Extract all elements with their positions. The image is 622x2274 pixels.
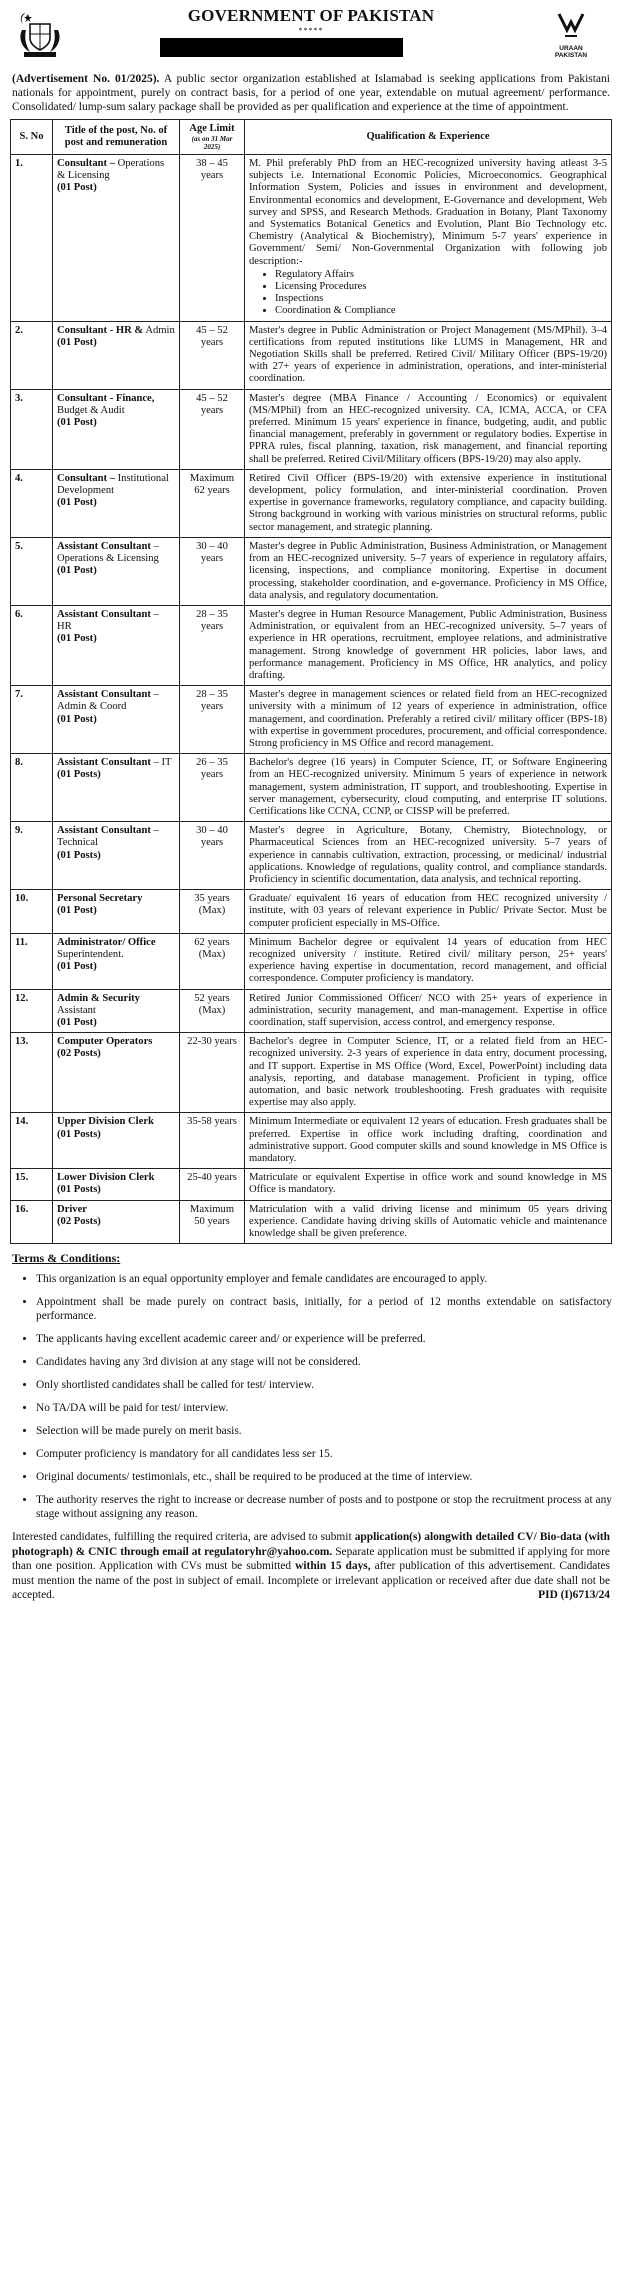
qualification-text: M. Phil preferably PhD from an HEC-recognized university having atleast 3-5 subjects i.e. International Economic Policies, Microeconomics. Geographical Information System, Policies and issues in environment and development, Environmental economics and development, E-Governance and development, Web survey and SPSS, and Research Methods. Graduation in Botany, Plant Taxonomy and Systematics Botanical Genetics and Evolution, Plant Bio Technology etc. Chemistry (Analytical & Biochemistry), Minimum 5-7 years' experience in Government/ Semi/ Non-Governmental Organization with following job description:- <box>249 158 607 267</box>
serial-number: 10. <box>11 890 53 934</box>
serial-number: 5. <box>11 537 53 605</box>
list-item: • Computer proficiency is mandatory for all candidates less ser 15. <box>36 1447 612 1461</box>
list-item: • Licensing Procedures <box>275 281 607 293</box>
pid-number: PID (I)6713/24 <box>538 1589 610 1602</box>
post-cell <box>53 321 180 389</box>
instructions-part-5: after publication of this advertisement. Candidates must mention the name of the post in subject of email. Incomplete or irrelevant application or received after due date shall not be accepted. <box>12 1560 610 1602</box>
intro-paragraph <box>12 72 610 114</box>
logo-text-line2: PAKISTAN <box>554 52 588 59</box>
age-limit: 22-30 years <box>180 1033 245 1113</box>
post-count: (01 Post) <box>57 633 97 645</box>
post-title: Assistant Consultant <box>57 608 151 620</box>
list-item: • No TA/DA will be paid for test/ interview. <box>36 1401 612 1415</box>
list-item: • Appointment shall be made purely on contract basis, initially, for a period of 12 months extendable on satisfactory performance. <box>36 1295 612 1323</box>
post-title: Upper Division Clerk <box>57 1116 154 1128</box>
post-count: (01 Posts) <box>57 1128 101 1140</box>
post-title-rest: Admin <box>145 324 175 336</box>
post-title-rest: Superintendent. <box>57 948 124 960</box>
post-cell <box>53 989 180 1033</box>
list-item: • This organization is an equal opportunity employer and female candidates are encouraged to apply. <box>36 1272 612 1286</box>
serial-number: 15. <box>11 1169 53 1200</box>
post-cell <box>53 389 180 469</box>
post-count: (01 Post) <box>57 1017 97 1028</box>
list-item: • The applicants having excellent academic career and/ or experience will be preferred. <box>36 1332 612 1346</box>
post-cell <box>53 537 180 605</box>
qualification-text: Graduate/ equivalent 16 years of education from HEC recognized university / institute, with 03 years of relevant experience in Public/ Private Sector. Must be computer proficient especially in MS-Office. <box>249 893 607 929</box>
post-count: (02 Posts) <box>57 1215 101 1227</box>
post-count: (01 Posts) <box>57 849 101 861</box>
list-item: • Candidates having any 3rd division at any stage will not be considered. <box>36 1355 612 1369</box>
table-row <box>11 321 612 389</box>
header-qualification: Qualification & Experience <box>245 120 612 155</box>
qualification-cell <box>245 469 612 537</box>
qualification-cell <box>245 1113 612 1169</box>
post-cell <box>53 1033 180 1113</box>
post-count: (01 Post) <box>57 336 97 348</box>
redacted-block <box>160 38 403 57</box>
table-row <box>11 469 612 537</box>
qualification-cell <box>245 686 612 754</box>
age-limit: 35 years (Max) <box>180 890 245 934</box>
post-count: (01 Post) <box>57 497 97 509</box>
age-limit: 52 years (Max) <box>180 989 245 1033</box>
post-title: Assistant Consultant <box>57 689 151 701</box>
qualification-text: Master's degree in management sciences or related field from an HEC-recognized university with a minimum of 12 years of experience in administration, office management, and coordination. Preferably a retired civil/ military officer (BPS-18) with expertise in government procedures, procurement, and official correspondence. Strong proficiency in MS Office and record management. <box>249 689 607 749</box>
header-sno: S. No <box>11 120 53 155</box>
post-count: (01 Post) <box>57 961 97 973</box>
post-title: Admin & Security <box>57 992 140 1004</box>
terms-list <box>10 1272 612 1521</box>
age-limit: 35-58 years <box>180 1113 245 1169</box>
post-title-rest: – Technical <box>57 825 159 849</box>
age-limit: 45 – 52 years <box>180 389 245 469</box>
serial-number: 3. <box>11 389 53 469</box>
list-item: • The authority reserves the right to increase or decrease number of posts and to postpone or stop the recruitment process at any stage without assigning any reason. <box>36 1493 612 1521</box>
table-row <box>11 989 612 1033</box>
qualification-cell <box>245 155 612 322</box>
post-cell <box>53 605 180 685</box>
post-count: (02 Posts) <box>57 1048 101 1060</box>
post-title: Consultant - HR & <box>57 324 144 336</box>
serial-number: 16. <box>11 1200 53 1244</box>
intro-text: A public sector organization established at Islamabad is seeking applications from Pakistani nationals for appointment, purely on contract basis, for a period of one year, extendable on mutual agreement/ performance. Consolidated/ lump-sum salary package shall be provided as per qualification and experience at the time of appointment. <box>12 73 610 113</box>
serial-number: 2. <box>11 321 53 389</box>
post-title: Personal Secretary <box>57 893 143 905</box>
age-limit: 25-40 years <box>180 1169 245 1200</box>
post-cell <box>53 933 180 989</box>
post-title: Consultant - Finance, <box>57 392 155 404</box>
table-row <box>11 1200 612 1244</box>
post-title-rest: Institutional Development <box>57 472 169 497</box>
age-limit: Maximum 62 years <box>180 469 245 537</box>
post-cell <box>53 1169 180 1200</box>
qualification-text: Retired Civil Officer (BPS-19/20) with extensive experience in institutional development, policy formulation, and inter-ministerial coordination. Proven expertise in governance frameworks, regulatory compliance, and capacity building. Strong background in working with various ministries on structural reforms, public sector management, and strategic planning. <box>249 472 607 533</box>
table-row <box>11 155 612 322</box>
post-cell <box>53 686 180 754</box>
post-title-rest: – IT <box>153 757 172 769</box>
post-title: Assistant Consultant <box>57 540 151 552</box>
header-age <box>180 120 245 155</box>
qualification-text: Matriculate or equivalent Expertise in office work and sound knowledge in MS Office is mandatory. <box>249 1172 607 1196</box>
title-stars: ***** <box>298 26 324 35</box>
post-title: Computer Operators <box>57 1036 153 1048</box>
list-item: • Only shortlisted candidates shall be called for test/ interview. <box>36 1378 612 1392</box>
post-count: (01 Post) <box>57 417 97 429</box>
qualification-cell <box>245 1200 612 1244</box>
list-item: • Original documents/ testimonials, etc., shall be required to be produced at the time of interview. <box>36 1470 612 1484</box>
uraan-pakistan-icon <box>551 10 591 40</box>
post-title-rest: Operations & Licensing <box>57 158 165 182</box>
qualification-cell <box>245 389 612 469</box>
qualification-text: Master's degree in Public Administration or Project Management (MS/MPhil). 3–4 certifications from reputed institutions like LUMS in Management, HR and Negotiation Skills shall be preferred. Retired Civil/ Military Officer (BPS-19/20) with 27+ years of experience in administration, operations, and inter-ministerial coordination. <box>249 324 607 385</box>
qualification-text: Master's degree (MBA Finance / Accounting / Economics) or equivalent (MS/MPhil) from an HEC-recognized university. CA, ICMA, ACCA, or CFA preferred. Minimum 15 years' experience in finance, budgeting, audit, and public financial management, preferably in government or regulatory bodies. Expertise in PPRA rules, fiscal planning, taxation, risk management, and financial reporting shall be preferred. Retired Civil/Military officers (BPS-19/20) may also apply. <box>249 392 607 465</box>
header-age-sub: (as on 31 Mar 2025) <box>191 135 233 151</box>
qualification-text: Master's degree in Public Administration, Business Administration, or Management from an HEC-recognized university. 5–7 years of experience in regulatory affairs, licensing, inspections, and compliance monitoring. Expertise in document processing, stakeholder coordination, and e-governance. Proficiency in MS Office, data analysis, and regulatory documentation. <box>249 540 607 601</box>
age-limit: 28 – 35 years <box>180 605 245 685</box>
post-title-rest: Budget & Audit <box>57 404 125 416</box>
qualification-cell <box>245 989 612 1033</box>
instructions-deadline: within 15 days, <box>295 1560 371 1573</box>
table-row <box>11 605 612 685</box>
table-row <box>11 933 612 989</box>
table-row <box>11 822 612 890</box>
post-title: Consultant – <box>57 158 115 169</box>
instructions-part-2: application(s) alongwith detailed CV/ Bio-data (with photograph) & CNIC through email at regulatoryhr@yahoo.com. <box>12 1531 610 1558</box>
post-title: Driver <box>57 1203 87 1215</box>
age-limit: Maximum 50 years <box>180 1200 245 1244</box>
qualification-text: Bachelor's degree (16 years) in Computer Science, IT, or Software Engineering from an HEC-recognized university. Minimum 5 years of experience in network management, system administration, IT support, and troubleshooting. Expertise in server management, cybersecurity, cloud computing, and enterprise IT solutions. Certifications like CCNA, CCNP, or CISSP will be preferred. <box>249 757 607 817</box>
list-item: • Selection will be made purely on merit basis. <box>36 1424 612 1438</box>
table-row <box>11 1169 612 1200</box>
post-count: (01 Post) <box>57 565 97 577</box>
age-limit: 28 – 35 years <box>180 686 245 754</box>
qualification-cell <box>245 1033 612 1113</box>
qualification-text: Matriculation with a valid driving license and minimum 05 years driving experience. Candidate having driving skills of Automatic vehicle and maintenance knowledge shall be given preference. <box>249 1203 607 1240</box>
post-cell <box>53 754 180 822</box>
list-item: • Regulatory Affairs <box>275 269 607 281</box>
qualification-text: Minimum Intermediate or equivalent 12 years of education. Fresh graduates shall be preferred. Expertise in office work including drafting, coordination and administrative support. Good computer skills and sound knowledge in MS Office is mandatory. <box>249 1116 607 1165</box>
age-limit: 30 – 40 years <box>180 822 245 890</box>
post-cell <box>53 1113 180 1169</box>
post-count: (01 Post) <box>57 713 97 725</box>
post-cell <box>53 469 180 537</box>
table-row <box>11 537 612 605</box>
post-count: (01 Posts) <box>57 769 101 781</box>
list-item: • Coordination & Compliance <box>275 305 607 317</box>
table-row <box>11 389 612 469</box>
table-header-row <box>11 120 612 155</box>
age-limit: 62 years (Max) <box>180 933 245 989</box>
table-row <box>11 1033 612 1113</box>
age-limit: 38 – 45 years <box>180 155 245 322</box>
post-title: Administrator/ Office <box>57 936 156 948</box>
qualification-text: Master's degree in Human Resource Management, Public Administration, Business Administration, or equivalent from an HEC-recognized university. 5–7 years of experience in HR operations, recruitment, employee relations, and administrative management. Strong knowledge of government HR policies, labor laws, and performance management. Proficiency in MS Office, HR analytics, and policy drafting. <box>249 608 607 681</box>
post-cell <box>53 822 180 890</box>
post-cell <box>53 1200 180 1244</box>
instructions-part-3: Separate application must be submitted if applying for more than one position. Application with CVs must be submitted <box>12 1545 610 1573</box>
post-title: Consultant – <box>57 472 115 484</box>
list-item: • Inspections <box>275 293 607 305</box>
table-row <box>11 890 612 934</box>
serial-number: 8. <box>11 754 53 822</box>
post-title-rest: – Admin & Coord <box>57 689 159 713</box>
post-count: (01 Post) <box>57 905 97 917</box>
advert-number: (Advertisement No. 01/2025). <box>12 73 160 85</box>
qualification-cell <box>245 605 612 685</box>
qualification-cell <box>245 321 612 389</box>
table-row <box>11 754 612 822</box>
table-row <box>11 1113 612 1169</box>
qualification-text: Retired Junior Commissioned Officer/ NCO with 25+ years of experience in administration, security management, and man-management. Expertise in office coordination, staff supervision, access control, and emergency response. <box>249 992 607 1028</box>
qualification-cell <box>245 537 612 605</box>
instructions-part-1: Interested candidates, fulfilling the required criteria, are advised to submit <box>12 1531 355 1544</box>
serial-number: 6. <box>11 605 53 685</box>
serial-number: 1. <box>11 155 53 322</box>
post-count: (01 Post) <box>57 182 97 194</box>
job-duties-list <box>249 269 607 318</box>
application-instructions <box>12 1530 610 1603</box>
serial-number: 14. <box>11 1113 53 1169</box>
table-row <box>11 686 612 754</box>
post-title: Assistant Consultant <box>57 825 151 837</box>
logo-text-line1: URAAN <box>559 45 583 52</box>
government-title: GOVERNMENT OF PAKISTAN <box>187 6 435 25</box>
header <box>10 6 612 68</box>
serial-number: 9. <box>11 822 53 890</box>
serial-number: 11. <box>11 933 53 989</box>
post-count: (01 Posts) <box>57 1184 101 1196</box>
post-title-rest: – Operations & Licensing <box>57 540 159 565</box>
uraan-pakistan-logo <box>536 10 606 62</box>
qualification-cell <box>245 1169 612 1200</box>
posts-table <box>10 119 612 1244</box>
post-title: Assistant Consultant <box>57 757 151 769</box>
serial-number: 4. <box>11 469 53 537</box>
post-cell <box>53 890 180 934</box>
header-title: Title of the post, No. of post and remuneration <box>53 120 180 155</box>
qualification-text: Minimum Bachelor degree or equivalent 14 years of education from HEC recognized university / institute. Retired civil/ military person, 25+ years' experience having expertise in documentation, record management, and official correspondence. Computer proficiency is mandatory. <box>249 936 607 985</box>
age-limit: 45 – 52 years <box>180 321 245 389</box>
qualification-text: Bachelor's degree in Computer Science, IT, or a related field from an HEC-recognized university. 2-3 years of experience in data entry, document processing, and IT support. Expertise in MS Office (Word, Excel, PowerPoint) including data analysis, reporting, and database management. Proficient in typing, office automation, and basic network troubleshooting. Fresh graduates with requisite expertise may also apply. <box>249 1036 607 1109</box>
age-limit: 30 – 40 years <box>180 537 245 605</box>
header-age-label: Age Limit <box>189 123 235 134</box>
serial-number: 12. <box>11 989 53 1033</box>
age-limit: 26 – 35 years <box>180 754 245 822</box>
serial-number: 13. <box>11 1033 53 1113</box>
post-cell <box>53 155 180 322</box>
qualification-cell <box>245 890 612 934</box>
serial-number: 7. <box>11 686 53 754</box>
post-title-rest: – HR <box>57 608 159 633</box>
post-title-rest: Assistant <box>57 1004 96 1016</box>
qualification-text: Master's degree in Agriculture, Botany, Chemistry, Biotechnology, or Pharmaceutical Sciences from an HEC-recognized university. 5–7 years of experience in cannabis cultivation, extraction, processing, or medicinal/ industrial applications. Knowledge of regulations, quality control, and compliance standards. Proficiency in scientific documentation, data analysis, and technical reporting. <box>249 825 607 885</box>
terms-heading: Terms & Conditions: <box>12 1251 121 1266</box>
qualification-cell <box>245 754 612 822</box>
qualification-cell <box>245 822 612 890</box>
qualification-cell <box>245 933 612 989</box>
post-title: Lower Division Clerk <box>57 1172 155 1184</box>
